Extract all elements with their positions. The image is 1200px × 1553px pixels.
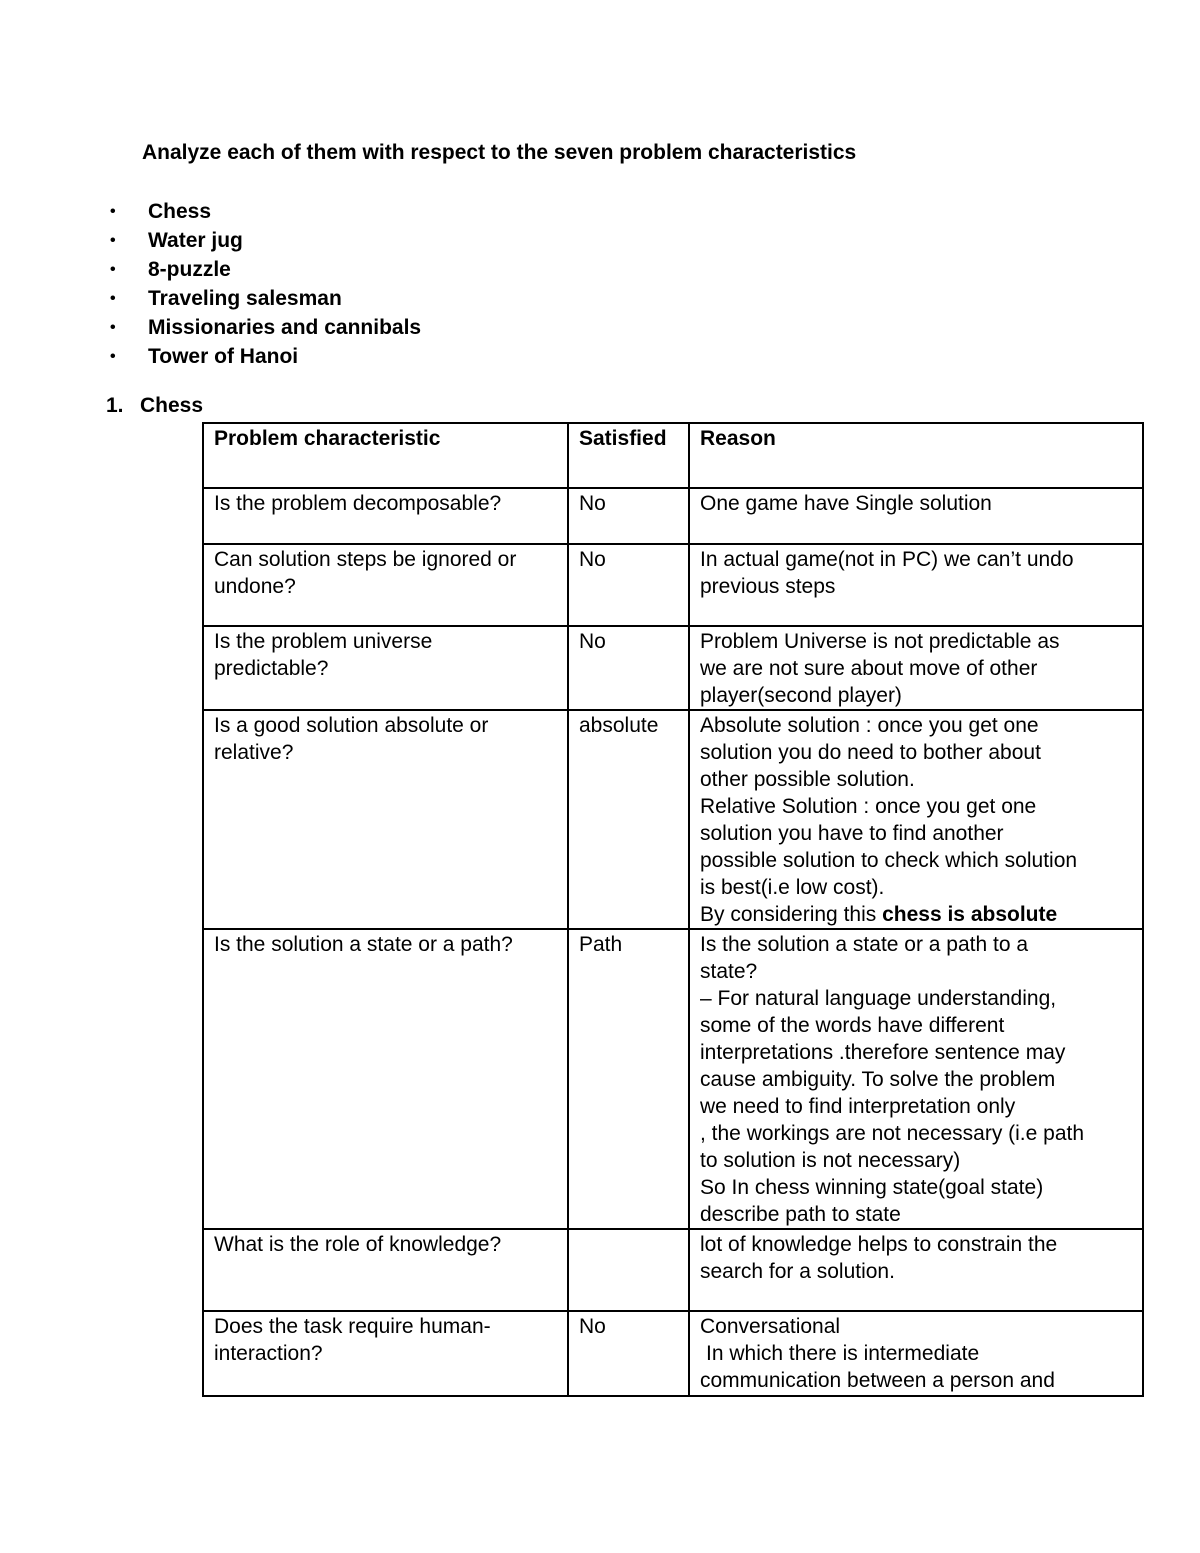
header-characteristic: Problem characteristic: [203, 423, 568, 488]
bullet-icon: •: [110, 232, 116, 249]
topic-list: [110, 197, 421, 371]
bullet-icon: •: [110, 290, 116, 307]
cell-line: previous steps: [700, 575, 836, 598]
reason-cell: [689, 710, 1143, 929]
header-satisfied: Satisfied: [568, 423, 689, 488]
page-heading: Analyze each of them with respect to the seven problem characteristics: [142, 141, 857, 164]
header-reason: Reason: [689, 423, 1143, 488]
characteristics-table: [202, 422, 1144, 1397]
cell-line: solution you do need to bother about: [700, 741, 1041, 764]
table-row: [203, 710, 1143, 929]
bullet-icon: •: [110, 348, 116, 365]
characteristic-cell: [203, 544, 568, 626]
reason-cell: [689, 626, 1143, 710]
cell-line: cause ambiguity. To solve the problem: [700, 1068, 1056, 1091]
satisfied-cell: No: [568, 1311, 689, 1396]
satisfied-cell: No: [568, 626, 689, 710]
section-number: 1.: [106, 394, 124, 417]
cell-line: lot of knowledge helps to constrain the: [700, 1233, 1058, 1256]
cell-line: Relative Solution : once you get one: [700, 795, 1037, 818]
cell-line: is best(i.e low cost).: [700, 876, 885, 899]
cell-line: Is a good solution absolute or: [214, 714, 489, 737]
cell-line: Absolute solution : once you get one: [700, 714, 1039, 737]
cell-line: Is the solution a state or a path to a: [700, 933, 1029, 956]
cell-line: Problem Universe is not predictable as: [700, 630, 1060, 653]
topic-label: 8-puzzle: [148, 258, 231, 281]
characteristic-cell: [203, 929, 568, 1229]
bullet-icon: •: [110, 261, 116, 278]
list-item: [110, 313, 421, 342]
bullet-icon: •: [110, 203, 116, 220]
characteristic-cell: [203, 626, 568, 710]
topic-label: Traveling salesman: [148, 287, 342, 310]
cell-line: solution you have to find another: [700, 822, 1004, 845]
reason-cell: [689, 1229, 1143, 1311]
cell-line: In actual game(not in PC) we can’t undo: [700, 548, 1074, 571]
cell-line: [700, 901, 1132, 928]
cell-line: One game have Single solution: [700, 492, 992, 515]
cell-line: we are not sure about move of other: [700, 657, 1038, 680]
cell-line: search for a solution.: [700, 1260, 895, 1283]
table-row: [203, 929, 1143, 1229]
cell-line: , the workings are not necessary (i.e path: [700, 1122, 1085, 1145]
cell-line: we need to find interpretation only: [700, 1095, 1016, 1118]
characteristic-cell: [203, 1229, 568, 1311]
bullet-icon: •: [110, 319, 116, 336]
cell-line: Does the task require human-: [214, 1315, 491, 1338]
satisfied-cell: Path: [568, 929, 689, 1229]
cell-line: Is the problem decomposable?: [214, 492, 502, 515]
list-item: [110, 255, 421, 284]
cell-line: describe path to state: [700, 1203, 901, 1226]
cell-line: In which there is intermediate: [706, 1342, 980, 1365]
cell-line: – For natural language understanding,: [700, 987, 1057, 1010]
cell-line: Is the solution a state or a path?: [214, 933, 513, 956]
section-label: Chess: [140, 394, 204, 417]
reason-cell: [689, 929, 1143, 1229]
cell-line: state?: [700, 960, 758, 983]
section-title: [106, 394, 203, 418]
cell-line: to solution is not necessary): [700, 1149, 961, 1172]
characteristic-cell: [203, 710, 568, 929]
cell-line: interpretations .therefore sentence may: [700, 1041, 1066, 1064]
cell-line: interaction?: [214, 1342, 323, 1365]
table-header-row: [203, 423, 1143, 488]
reason-cell: [689, 488, 1143, 544]
topic-label: Missionaries and cannibals: [148, 316, 422, 339]
cell-line: communication between a person and: [700, 1369, 1055, 1392]
topic-label: Water jug: [148, 229, 243, 252]
table-row: [203, 1311, 1143, 1396]
cell-line: predictable?: [214, 657, 329, 680]
cell-line: undone?: [214, 575, 296, 598]
reason-cell: [689, 1311, 1143, 1396]
list-item: [110, 226, 421, 255]
table-row: [203, 544, 1143, 626]
cell-line: relative?: [214, 741, 294, 764]
list-item: [110, 197, 421, 226]
cell-line: What is the role of knowledge?: [214, 1233, 502, 1256]
characteristic-cell: [203, 488, 568, 544]
satisfied-cell: No: [568, 488, 689, 544]
topic-label: Tower of Hanoi: [148, 345, 299, 368]
table-row: [203, 1229, 1143, 1311]
characteristic-cell: [203, 1311, 568, 1396]
cell-line: some of the words have different: [700, 1014, 1005, 1037]
conclusion-emphasis: chess is absolute: [882, 903, 1058, 926]
reason-cell: [689, 544, 1143, 626]
cell-line: Is the problem universe: [214, 630, 433, 653]
table-row: [203, 488, 1143, 544]
cell-line: Can solution steps be ignored or: [214, 548, 517, 571]
satisfied-cell: absolute: [568, 710, 689, 929]
cell-line: possible solution to check which solution: [700, 849, 1078, 872]
table-row: [203, 626, 1143, 710]
cell-line: other possible solution.: [700, 768, 915, 791]
list-item: [110, 342, 421, 371]
satisfied-cell: No: [568, 544, 689, 626]
topic-label: Chess: [148, 200, 212, 223]
cell-line: player(second player): [700, 684, 902, 707]
conclusion-text: By considering this: [700, 903, 883, 926]
cell-line: So In chess winning state(goal state): [700, 1176, 1044, 1199]
cell-line: Conversational: [700, 1315, 841, 1338]
satisfied-cell: [568, 1229, 689, 1311]
list-item: [110, 284, 421, 313]
